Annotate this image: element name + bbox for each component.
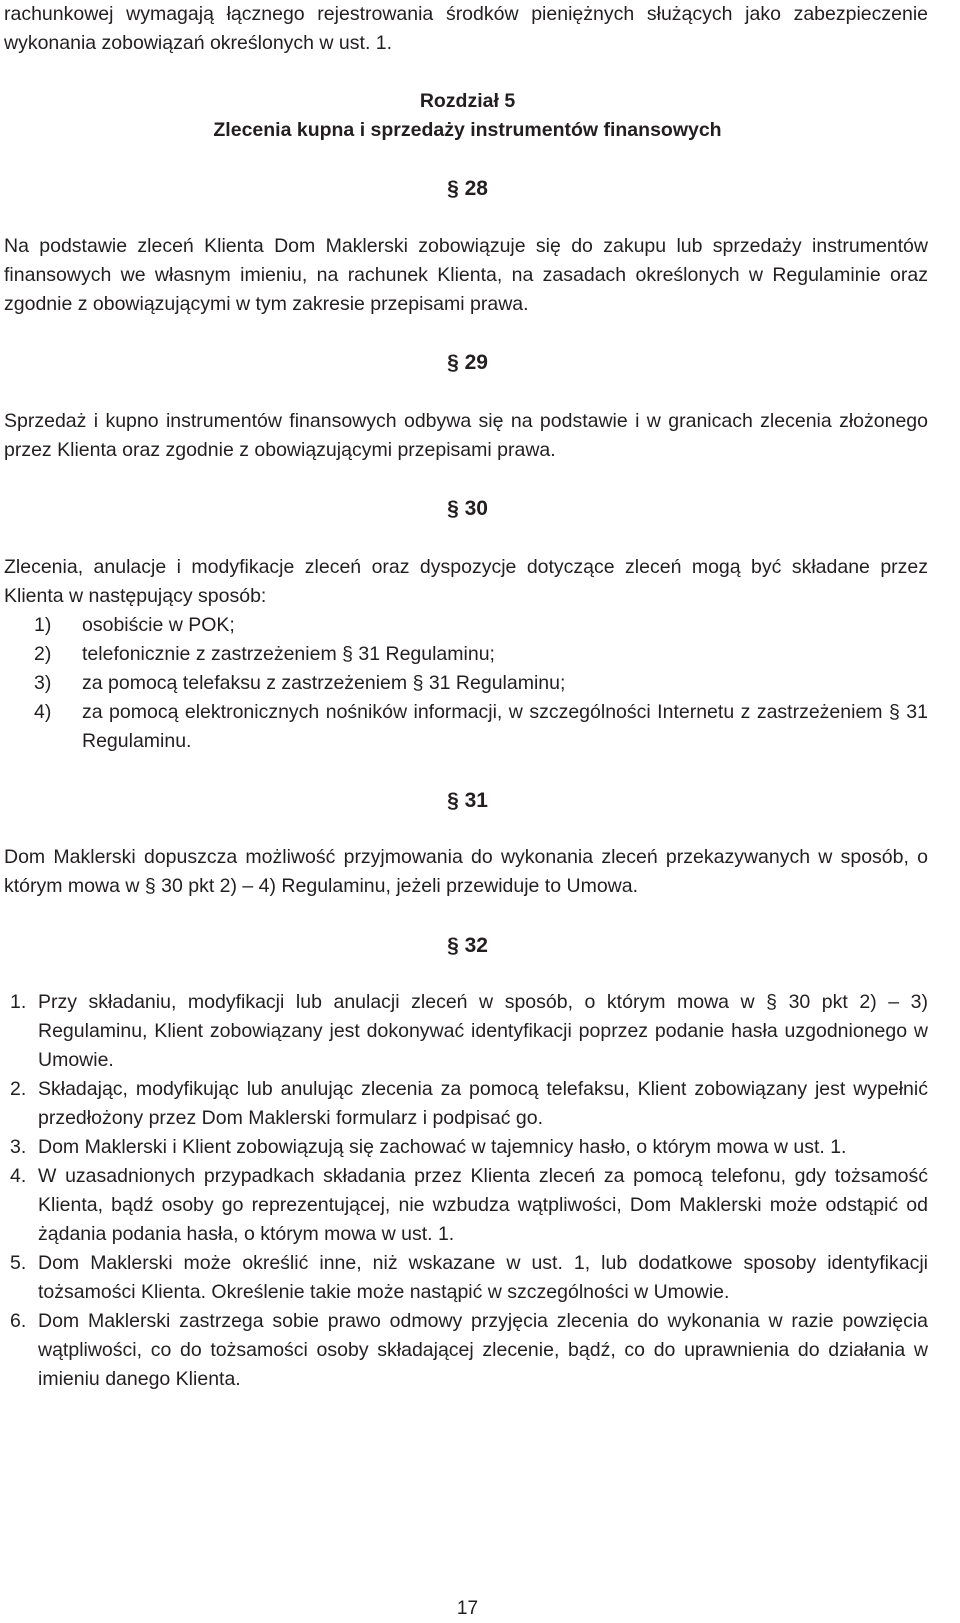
chapter-number: Rozdział 5	[419, 90, 516, 112]
section-28-heading: § 28	[447, 177, 488, 200]
list-item	[4, 988, 928, 1075]
list-item	[4, 1133, 928, 1162]
list-item-text: telefonicznie z zastrzeżeniem § 31 Regulaminu;	[82, 643, 495, 665]
list-item	[4, 640, 928, 669]
list-item	[4, 1162, 928, 1249]
list-item-text: Dom Maklerski może określić inne, niż wskazane w ust. 1, lub dodatkowe sposoby identyfikacji tożsamości Klienta. Określenie takie może nastąpić w szczególności w Umowie.	[38, 1252, 928, 1303]
list-item-number: 3.	[10, 1136, 27, 1158]
list-item	[4, 1075, 928, 1133]
list-item-number: 2.	[10, 1078, 27, 1100]
section-30-list	[4, 611, 928, 756]
section-29-text: Sprzedaż i kupno instrumentów finansowych odbywa się na podstawie i w granicach zlecenia złożonego przez Klienta oraz zgodnie z obowiązującymi przepisami prawa.	[4, 410, 928, 461]
section-30-intro: Zlecenia, anulacje i modyfikacje zleceń oraz dyspozycje dotyczące zleceń mogą być składane przez Klienta w następujący sposób:	[4, 556, 928, 607]
list-item-text: Składając, modyfikując lub anulując zlecenia za pomocą telefaksu, Klient zobowiązany jest wypełnić przedłożony przez Dom Maklerski formularz i podpisać go.	[38, 1078, 928, 1129]
list-item-text: za pomocą telefaksu z zastrzeżeniem § 31 Regulaminu;	[82, 672, 566, 694]
list-item-text: W uzasadnionych przypadkach składania przez Klienta zleceń za pomocą telefonu, gdy tożsamość Klienta, bądź osoby go reprezentującej, nie wzbudza wątpliwości, Dom Maklerski może odstąpić od żądania podania hasła, o którym mowa w ust. 1.	[38, 1165, 928, 1245]
section-28-text: Na podstawie zleceń Klienta Dom Maklerski zobowiązuje się do zakupu lub sprzedaży instrumentów finansowych we własnym imieniu, na rachunek Klienta, na zasadach określonych w Regulaminie oraz zgodnie z obowiązującymi w tym zakresie przepisami prawa.	[4, 235, 928, 315]
chapter-title: Zlecenia kupna i sprzedaży instrumentów finansowych	[213, 119, 722, 141]
section-29-heading: § 29	[447, 351, 488, 374]
list-item-text: Przy składaniu, modyfikacji lub anulacji zleceń w sposób, o którym mowa w § 30 pkt 2) – 3) Regulaminu, Klient zobowiązany jest dokonywać identyfikacji poprzez podanie hasła uzgodnionego w Umowie.	[38, 991, 928, 1071]
list-item-text: osobiście w POK;	[82, 614, 235, 636]
list-item-number: 6.	[10, 1310, 27, 1332]
section-32-list	[4, 988, 928, 1394]
list-item-number: 1.	[10, 991, 27, 1013]
list-item-text: Dom Maklerski zastrzega sobie prawo odmowy przyjęcia zlecenia do wykonania w razie powzięcia wątpliwości, co do tożsamości osoby składającej zlecenie, bądź, co do uprawnienia do działania w imieniu danego Klienta.	[38, 1310, 928, 1390]
page-number: 17	[456, 1598, 479, 1619]
list-item-text: za pomocą elektronicznych nośników informacji, w szczególności Internetu z zastrzeżeniem § 31 Regulaminu.	[82, 701, 928, 752]
list-item	[4, 611, 928, 640]
section-31-text: Dom Maklerski dopuszcza możliwość przyjmowania do wykonania zleceń przekazywanych w sposób, o którym mowa w § 30 pkt 2) – 4) Regulaminu, jeżeli przewiduje to Umowa.	[4, 846, 928, 897]
list-item-number: 4.	[10, 1165, 27, 1187]
section-30-heading: § 30	[447, 497, 488, 520]
list-item-number: 4)	[34, 701, 52, 723]
top-continuation-text: rachunkowej wymagają łącznego rejestrowania środków pieniężnych służących jako zabezpieczenie wykonania zobowiązań określonych w ust. 1.	[4, 3, 928, 54]
list-item-number: 1)	[34, 614, 52, 636]
list-item-number: 2)	[34, 643, 52, 665]
list-item	[4, 1307, 928, 1394]
list-item	[4, 1249, 928, 1307]
list-item	[4, 698, 928, 756]
list-item-text: Dom Maklerski i Klient zobowiązują się zachować w tajemnicy hasło, o którym mowa w ust. 1.	[38, 1136, 847, 1158]
list-item-number: 3)	[34, 672, 52, 694]
section-32-heading: § 32	[447, 934, 488, 957]
list-item	[4, 669, 928, 698]
list-item-number: 5.	[10, 1252, 27, 1274]
section-31-heading: § 31	[447, 789, 488, 812]
